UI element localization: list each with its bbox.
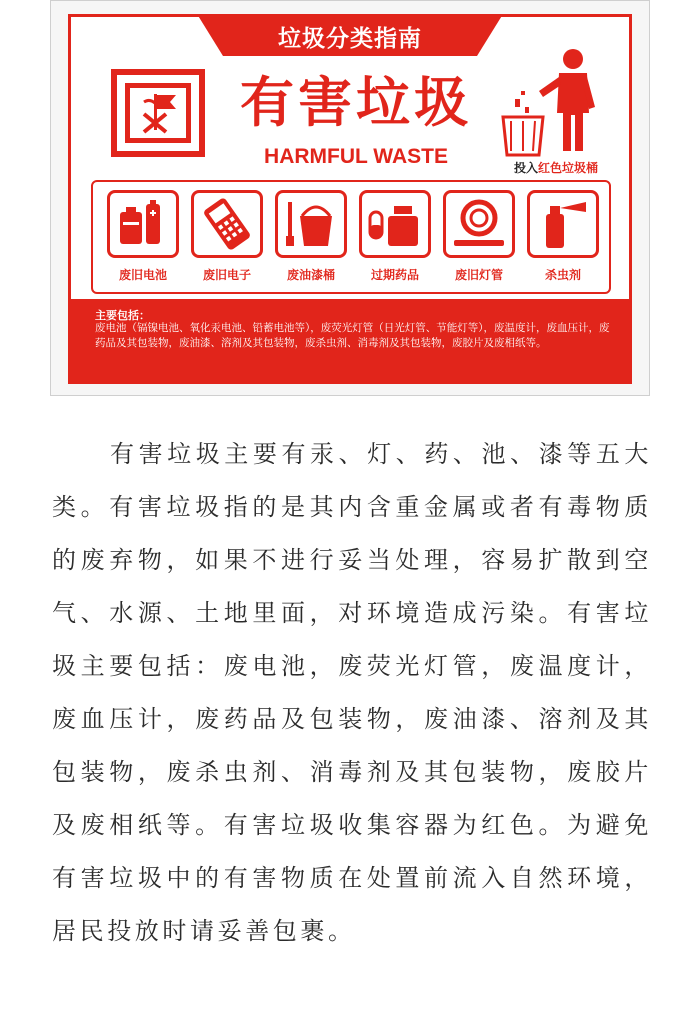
category-label: 过期药品 [370, 268, 419, 282]
poster-title: 有害垃圾 [240, 71, 472, 134]
category-item [443, 190, 515, 283]
article-paragraph: 有害垃圾主要有汞、灯、药、池、漆等五大类。有害垃圾指的是其内含重金属或者有毒物质的废弃物，如果不进行妥当处理，容易扩散到空气、水源、土地里面，对环境造成污染。有害垃圾主要包括：废电池，废荧光灯管，废温度计，废血压计，废药品及包装物，废油漆、溶剂及其包装物，废杀虫剂、消毒剂及其包装物，废胶片及废相纸等。有害垃圾收集容器为红色。为避免有害垃圾中的有害物质在处置前流入自然环境，居民投放时请妥善包裹。 [52, 440, 652, 945]
category-item [191, 190, 263, 283]
category-label: 废旧灯管 [454, 268, 503, 282]
includes-title: 主要包括： [95, 309, 150, 322]
category-item [527, 190, 599, 283]
lamp-tube-icon [443, 190, 515, 258]
category-label: 废旧电子 [202, 268, 251, 282]
bin-instruction [491, 159, 621, 176]
hazard-sign-icon [111, 69, 205, 157]
mobile-phone-icon [191, 190, 263, 258]
spray-can-icon [527, 190, 599, 258]
includes-text: 废电池（镉镍电池、氧化汞电池、铅蓄电池等），废荧光灯管（日光灯管、节能灯等），废温度计，废血压计，废药品及其包装物，废油漆、溶剂及其包装物，废杀虫剂、消毒剂及其包装物，废胶片及废相纸等。 [95, 322, 610, 349]
category-panel [91, 180, 611, 294]
category-item [359, 190, 431, 283]
medicine-icon [359, 190, 431, 258]
poster-subtitle: HARMFUL WASTE [264, 145, 448, 168]
includes-panel [71, 299, 629, 384]
bin-instruction-prefix: 投入 [513, 161, 538, 175]
category-label: 杀虫剂 [544, 268, 581, 282]
harmful-waste-poster [68, 14, 632, 384]
category-label: 废旧电池 [118, 268, 167, 282]
person-throwing-trash-icon [499, 47, 609, 157]
battery-icon [107, 190, 179, 258]
category-item [275, 190, 347, 283]
category-item [107, 190, 179, 283]
bin-instruction-color: 红色垃圾桶 [538, 161, 599, 175]
category-label: 废油漆桶 [286, 268, 335, 282]
guide-tab [197, 14, 503, 62]
paint-bucket-icon [275, 190, 347, 258]
guide-tab-label: 垃圾分类指南 [278, 26, 422, 52]
